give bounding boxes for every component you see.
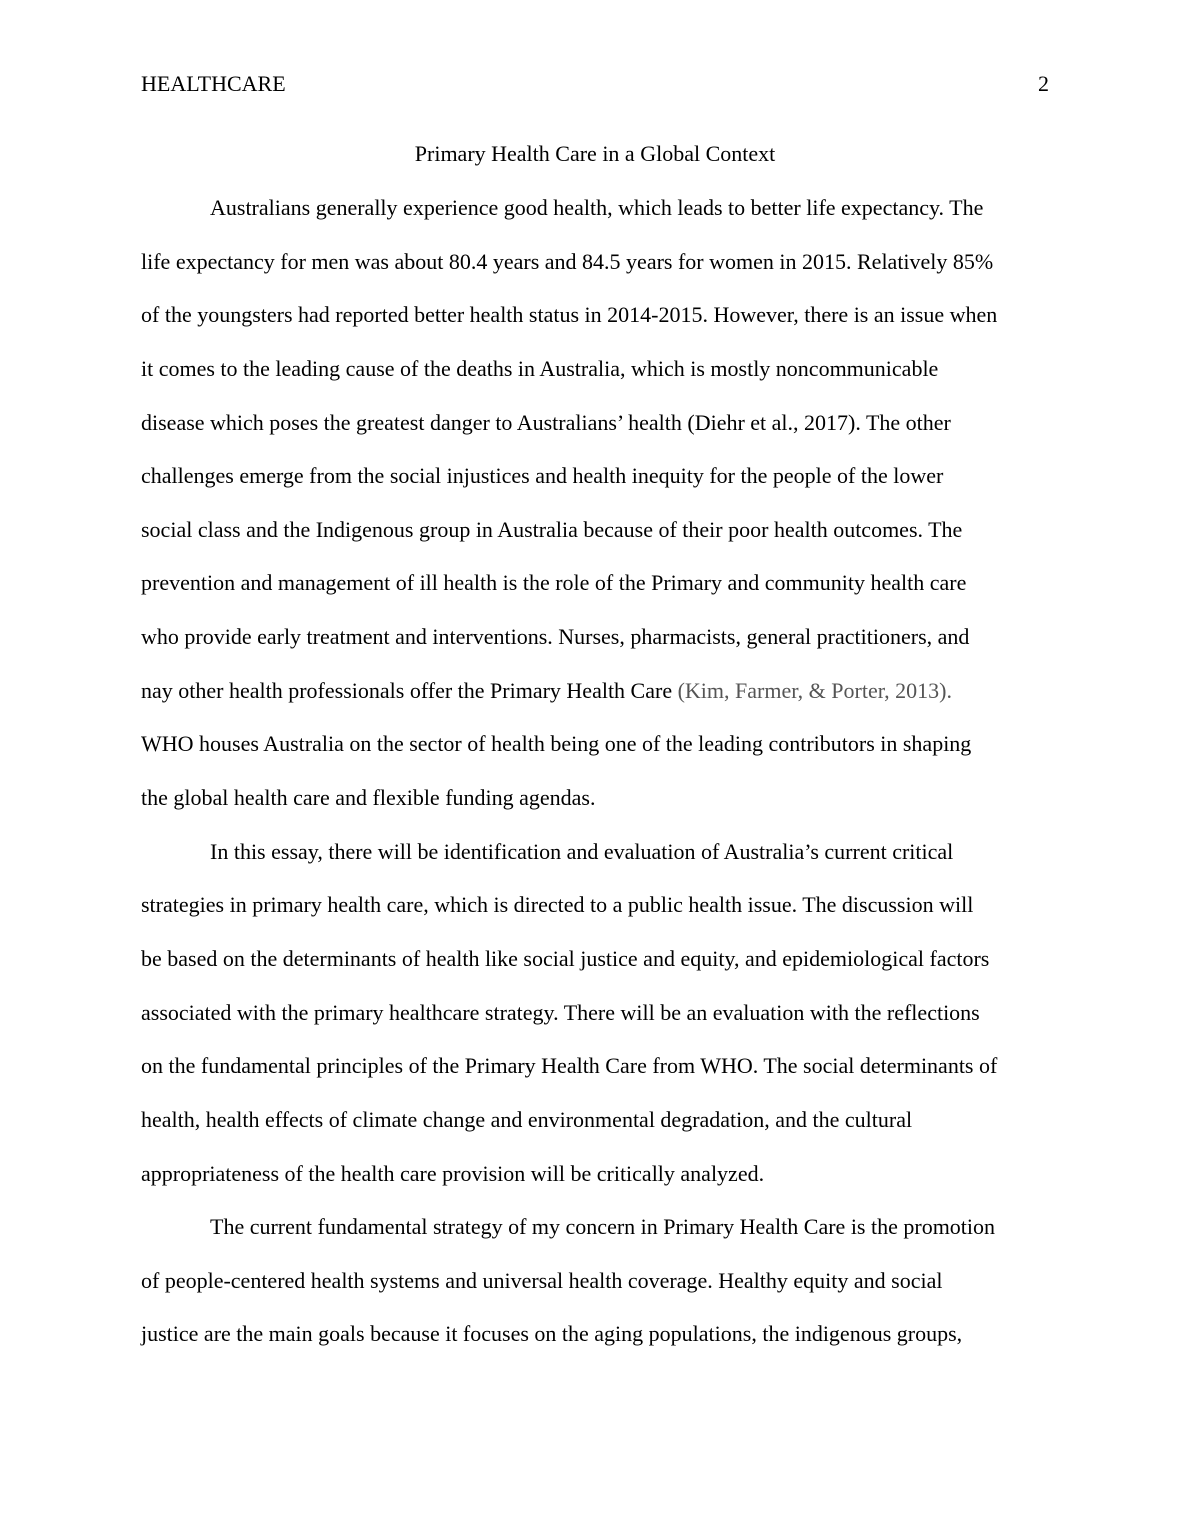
body-line [141,664,1049,718]
body-text [141,181,1049,1361]
body-line: justice are the main goals because it focuses on the aging populations, the indigenous groups, [141,1321,963,1347]
body-line: The current fundamental strategy of my concern in Primary Health Care is the promotion [210,1214,996,1240]
body-line: of the youngsters had reported better health status in 2014-2015. However, there is an issue when [141,302,998,328]
page-number: 2 [1038,71,1049,96]
citation: (Kim, Farmer, & Porter, 2013). [677,677,953,703]
body-line: prevention and management of ill health is the role of the Primary and community health care [141,570,967,596]
document-title: Primary Health Care in a Global Context [414,141,776,166]
body-line: life expectancy for men was about 80.4 years and 84.5 years for women in 2015. Relatively 85% [141,248,994,274]
body-line: of people-centered health systems and universal health coverage. Healthy equity and social [141,1267,943,1293]
body-line: In this essay, there will be identification and evaluation of Australia’s current critical [210,838,954,864]
body-line: health, health effects of climate change and environmental degradation, and the cultural [141,1106,913,1132]
body-line: disease which poses the greatest danger to Australians’ health (Diehr et al., 2017). The other [141,409,951,435]
body-line: strategies in primary health care, which is directed to a public health issue. The discussion will [141,892,974,918]
body-line: on the fundamental principles of the Primary Health Care from WHO. The social determinants of [141,1053,998,1079]
body-line: WHO houses Australia on the sector of health being one of the leading contributors in shaping [141,731,972,757]
body-line: who provide early treatment and interventions. Nurses, pharmacists, general practitioners, and [141,624,970,650]
body-line: social class and the Indigenous group in Australia because of their poor health outcomes. The [141,516,963,542]
body-line: associated with the primary healthcare strategy. There will be an evaluation with the reflections [141,999,980,1025]
body-line: Australians generally experience good health, which leads to better life expectancy. The [210,195,984,220]
body-line: challenges emerge from the social injustices and health inequity for the people of the lower [141,463,944,489]
running-head: HEALTHCARE [141,71,286,96]
body-line-text: nay other health professionals offer the Primary Health Care [141,677,678,703]
body-line: the global health care and flexible funding agendas. [141,785,596,811]
body-line: it comes to the leading cause of the deaths in Australia, which is mostly noncommunicable [141,355,939,381]
body-line: appropriateness of the health care provision will be critically analyzed. [141,1160,765,1186]
body-line: be based on the determinants of health like social justice and equity, and epidemiological factors [141,945,990,971]
